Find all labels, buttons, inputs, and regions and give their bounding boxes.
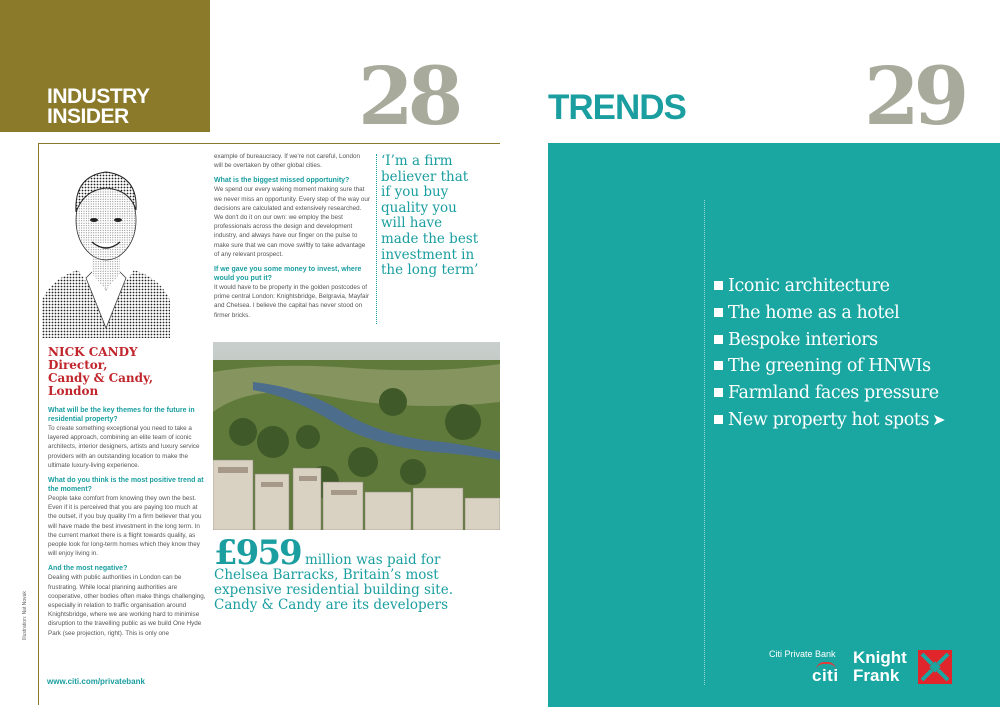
aerial-photo xyxy=(213,342,500,530)
stat-text: million was paid for Chelsea Barracks, Britain’s most expensive residential building site. Candy & Candy are its developers xyxy=(214,552,454,613)
pullquote-divider xyxy=(376,154,377,324)
trends-title: TRENDS xyxy=(548,88,686,127)
pullquote: ‘I’m a firm believer that if you buy quality you will have made the best investment in the long term’ xyxy=(381,153,479,279)
illustration-credit: Illustration: Nat Novak xyxy=(22,591,28,640)
trend-item[interactable]: New property hot spots ➤ xyxy=(714,407,945,434)
citi-private-bank-label: Citi Private Bank xyxy=(769,649,836,659)
question: If we gave you some money to invest, where would you put it? xyxy=(214,266,362,283)
answer: Dealing with public authorities in London can be frustrating. While local planning authorities are cooperative, other bodies often make things challenging, especially in relation to traffic organisation around Knightsbridge, where we are working hard to minimise disruption to the travelling public as we build One Hyde Park (see projection, right). This is only one xyxy=(48,574,206,637)
profile-name: NICK CANDY xyxy=(48,345,138,359)
profile-role-2: Candy & Candy, xyxy=(48,371,154,385)
trends-list xyxy=(714,273,945,434)
page-number-right: 29 xyxy=(864,49,964,143)
arrow-right-icon: ➤ xyxy=(932,409,946,429)
profile-name-block xyxy=(48,346,198,398)
bullet-square-icon xyxy=(714,361,723,370)
answer: We spend our every waking moment making sure that we never miss an opportunity. Every step of the way our decisions are calculated and extensively researched. We don't do it on our own: we employ the best professionals across the design and development industry, and always have our finger on the pulse to make sure that we can move swiftly to take advantage of any relevant prospect. xyxy=(214,186,370,258)
bullet-square-icon xyxy=(714,308,723,317)
bullet-square-icon xyxy=(714,415,723,424)
trend-item[interactable]: The home as a hotel xyxy=(714,300,945,327)
trend-item[interactable]: The greening of HNWIs xyxy=(714,353,945,380)
profile-role-3: London xyxy=(48,384,99,398)
stat-callout xyxy=(214,533,494,613)
question: What do you think is the most positive trend at the moment? xyxy=(48,477,204,494)
profile-role-1: Director, xyxy=(48,358,108,372)
knight-frank-logo-text: Knight Frank xyxy=(853,648,907,685)
interview-column-1 xyxy=(48,400,206,638)
portrait-illustration xyxy=(42,150,170,338)
question: What is the biggest missed opportunity? xyxy=(214,177,350,185)
bullet-square-icon xyxy=(714,388,723,397)
citi-logo: citi xyxy=(812,666,839,685)
section-badge xyxy=(0,0,210,132)
answer: To create something exceptional you need to take a layered approach, combining an elite team of iconic architects, interior designers, artists and luxury service providers with an outstanding location to make the ultimate luxury-living experience. xyxy=(48,425,200,469)
bullet-square-icon xyxy=(714,281,723,290)
answer-continued: example of bureaucracy. If we're not careful, London will be overtaken by other global cities. xyxy=(214,153,360,170)
badge-line-1: INDUSTRY xyxy=(47,85,150,108)
knight-frank-logo-icon xyxy=(918,650,952,684)
question: What will be the key themes for the future in residential property? xyxy=(48,407,195,423)
trend-item[interactable]: Bespoke interiors xyxy=(714,327,945,354)
question: And the most negative? xyxy=(48,565,128,573)
page-number-left: 28 xyxy=(358,49,458,143)
badge-line-2: INSIDER xyxy=(47,105,129,128)
trend-item[interactable]: Farmland faces pressure xyxy=(714,380,945,407)
interview-column-2 xyxy=(214,152,370,320)
trend-item[interactable]: Iconic architecture xyxy=(714,273,945,300)
panel-divider xyxy=(704,200,705,685)
bullet-square-icon xyxy=(714,335,723,344)
answer: People take comfort from knowing they own the best. Even if it is perceived that you are paying too much at the outset, if you buy quality I'm a firm believer that you will have made the best investment in the long term. In the current market there is a flight towards quality, as people look for long-term homes which they know they will enjoy living in. xyxy=(48,495,202,558)
answer: It would have to be property in the golden postcodes of prime central London: Knightsbridge, Belgravia, Mayfair and Chelsea. I believe the capital has never stood on firmer bricks. xyxy=(214,284,370,319)
stat-figure: £959 xyxy=(214,533,301,573)
website-link[interactable]: www.citi.com/privatebank xyxy=(47,677,145,686)
